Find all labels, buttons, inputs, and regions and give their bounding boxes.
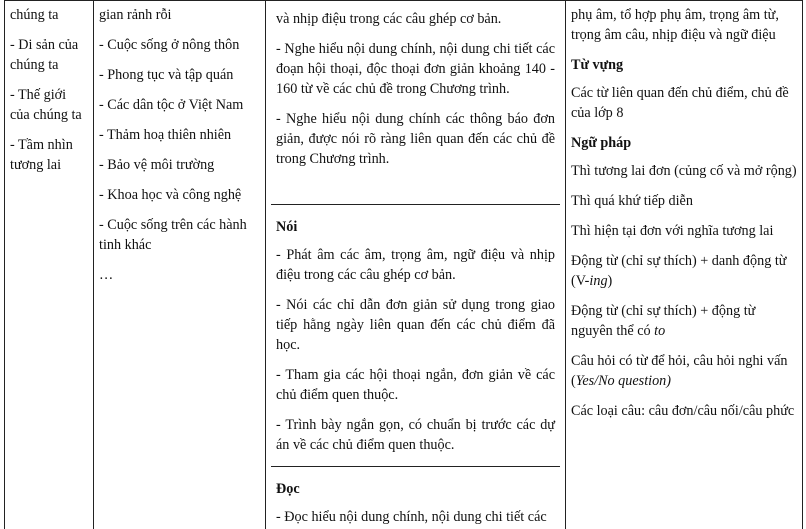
- language-column: [566, 1, 803, 529]
- grammar-item: Thì hiện tại đơn với nghĩa tương lai: [571, 223, 774, 239]
- theme-item: gian rảnh rỗi: [99, 7, 172, 23]
- reading-heading: Đọc: [276, 481, 300, 497]
- theme-item: - Bảo vệ môi trường: [99, 157, 215, 173]
- grammar-emphasis: Yes/No question): [575, 373, 671, 389]
- grammar-item: [571, 251, 797, 291]
- topic-item: - Di sản của chúng ta: [10, 37, 79, 73]
- skill-line: - Nói các chỉ dẫn đơn giản sử dụng trong giao tiếp hằng ngày liên quan đến các chủ điểm đã học.: [276, 297, 555, 353]
- listening-section: [271, 5, 560, 205]
- skills-column: [266, 1, 566, 529]
- speaking-heading: Nói: [276, 219, 298, 235]
- grammar-item: Các loại câu: câu đơn/câu nối/câu phức: [571, 403, 795, 419]
- grammar-text: Động từ (chỉ sự thích) + danh động từ (V-: [571, 253, 787, 289]
- theme-item: - Thảm hoạ thiên nhiên: [99, 127, 232, 143]
- grammar-item: Thì tương lai đơn (củng cố và mở rộng): [571, 163, 797, 179]
- skill-line: - Phát âm các âm, trọng âm, ngữ điệu và nhịp điệu trong các câu ghép cơ bản.: [276, 247, 555, 283]
- grammar-emphasis: to: [654, 323, 666, 339]
- grammar-heading: Ngữ pháp: [571, 135, 632, 151]
- grammar-emphasis: ing: [589, 273, 608, 289]
- theme-item: - Khoa học và công nghệ: [99, 187, 242, 203]
- speaking-section: [271, 205, 560, 467]
- vocab-text: Các từ liên quan đến chủ điểm, chủ đề của lớp 8: [571, 85, 789, 121]
- skill-line: - Tham gia các hội thoại ngắn, đơn giản về các chủ điểm quen thuộc.: [276, 367, 555, 403]
- skill-line: - Trình bày ngắn gọn, có chuẩn bị trước các dự án về các chủ điểm quen thuộc.: [276, 417, 555, 453]
- vocab-heading: Từ vựng: [571, 57, 624, 73]
- curriculum-table: [4, 0, 803, 529]
- topic-item: - Tầm nhìn tương lai: [10, 137, 73, 173]
- theme-item: - Cuộc sống ở nông thôn: [99, 37, 240, 53]
- grammar-item: [571, 351, 797, 391]
- reading-section: [271, 467, 560, 527]
- skill-line: - Nghe hiểu nội dung chính, nội dung chi tiết các đoạn hội thoại, độc thoại đơn giản khoảng 140 - 160 từ về các chủ đề trong Chương trình.: [276, 41, 555, 97]
- skill-line: - Đọc hiểu nội dung chính, nội dung chi tiết các: [276, 509, 547, 525]
- themes-column: [94, 1, 266, 529]
- theme-ellipsis: …: [99, 267, 114, 283]
- grammar-text: Câu hỏi có từ để hỏi, câu hỏi nghi vấn (: [571, 353, 788, 389]
- grammar-text: Động từ (chỉ sự thích) + động từ nguyên thể có: [571, 303, 756, 339]
- table-row: [5, 1, 803, 529]
- topic-item: chúng ta: [10, 7, 59, 23]
- grammar-item: Thì quá khứ tiếp diễn: [571, 193, 693, 209]
- topic-item: - Thế giới của chúng ta: [10, 87, 82, 123]
- theme-item: - Cuộc sống trên các hành tinh khác: [99, 217, 247, 253]
- theme-item: - Các dân tộc ở Việt Nam: [99, 97, 244, 113]
- skill-line: và nhịp điệu trong các câu ghép cơ bản.: [276, 11, 502, 27]
- grammar-text: ): [607, 273, 613, 289]
- pronunciation-text: phụ âm, tổ hợp phụ âm, trọng âm từ, trọng âm câu, nhịp điệu và ngữ điệu: [571, 7, 779, 43]
- grammar-item: [571, 301, 797, 341]
- topics-column: [5, 1, 94, 529]
- skill-line: - Nghe hiểu nội dung chính các thông báo đơn giản, được nói rõ ràng liên quan đến các chủ đề trong Chương trình.: [276, 111, 555, 167]
- theme-item: - Phong tục và tập quán: [99, 67, 234, 83]
